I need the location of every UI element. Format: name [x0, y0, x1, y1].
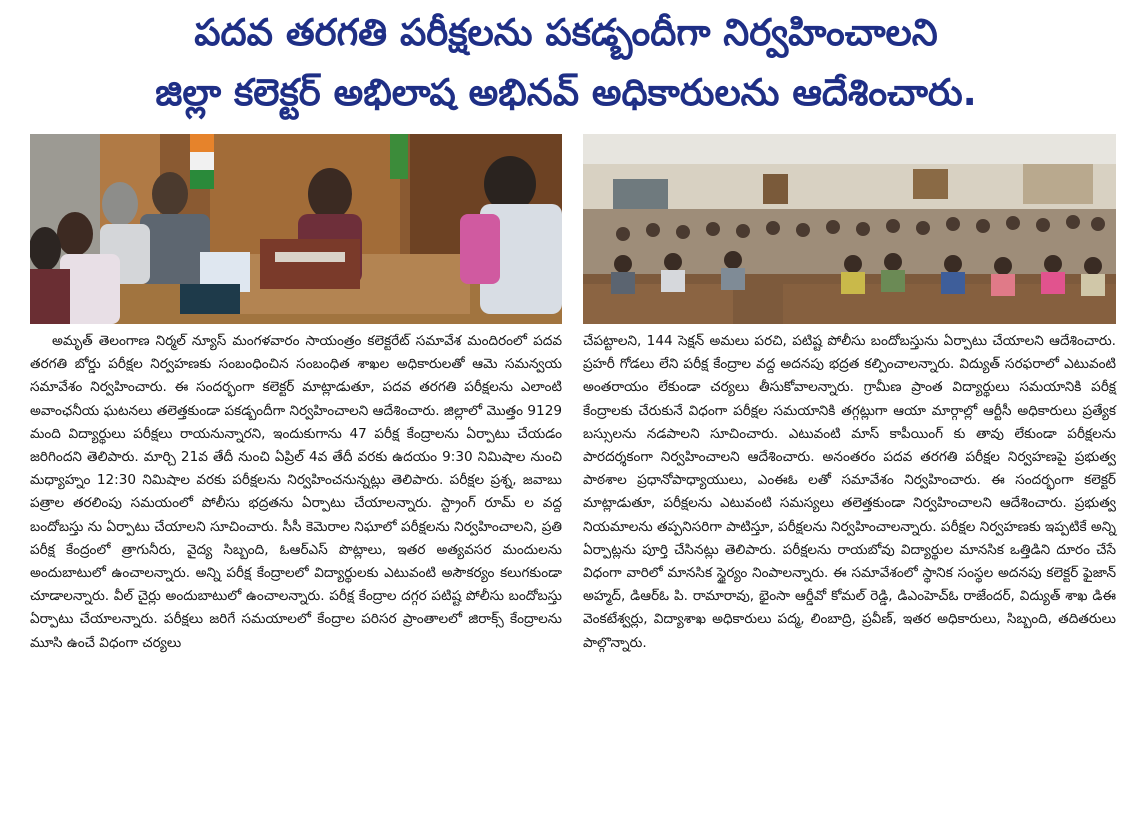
next-headline-cropped [0, 808, 1132, 829]
headline-line-2: జిల్లా కలెక్టర్ అభిలాష అభినవ్ అధికారులను ఆదేశించారు. [155, 71, 977, 114]
meeting-photo-collector [30, 134, 562, 324]
meeting-photo-hall [583, 134, 1116, 324]
headline-line-1: పదవ తరగతి పరీక్షలను పకడ్బందీగా నిర్వహించాలని [194, 11, 938, 54]
article-column-right: చేపట్టాలని, 144 సెక్షన్ అమలు పరచి, పటిష్ట పోలీసు బందోబస్తును ఏర్పాటు చేయాలని ఆదేశించారు. ప్రహరీ గోడలు లేని పరీక్ష కేంద్రాల వద్ద అదనపు భద్రత కల్పించాలన్నారు. విద్యుత్ సరఫరాలో ఎటువంటి అంతరాయం లేకుండా చర్యలు తీసుకోవాలన్నారు. గ్రామీణ ప్రాంత విద్యార్థులు సమయానికి పరీక్ష కేంద్రాలకు చేరుకునే విధంగా పరీక్షల సమయానికి తగ్గట్లుగా ఆయా మార్గాల్లో ఆర్టీసీ అధికారులు ప్రత్యేక బస్సులను నడపాలని సూచించారు. ఎటువంటి మాస్ కాపీయింగ్ కు తావు లేకుండా పరీక్షలను పారదర్శకంగా నిర్వహించాలని ఆదేశించారు. అనంతరం పదవ తరగతి పరీక్షల నిర్వహణపై ప్రభుత్వ పాఠశాల ప్రధానోపాధ్యాయులు, ఎంఈఓ లతో సమావేశం నిర్వహించారు. ఈ సందర్భంగా కలెక్టర్ మాట్లాడుతూ, పరీక్షలను ఎటువంటి సమస్యలు తలెత్తకుండా నిర్వహించాలని ఆదేశించారు. ప్రభుత్వ నియమాలను తప్పనిసరిగా పాటిస్తూ, పరీక్షలను నిర్వహించాలన్నారు. పరీక్షల నిర్వహణకు ఇప్పటికే అన్ని ఏర్పాట్లను పూర్తి చేసినట్లు తెలిపారు. పరీక్షలను రాయబోవు విద్యార్థుల మానసిక ఒత్తిడిని దూరం చేసే విధంగా వారిలో మానసిక స్థైర్యం నింపాలన్నారు. ఈ సమావేశంలో స్థానిక సంస్థల అదనపు కలెక్టర్ ఫైజాన్ అహ్మద్, డిఆర్ఓ పి. రామారావు, భైంసా ఆర్డీవో కోమల్ రెడ్డి, డిఎంహెచ్ఓ రాజేందర్, విద్యుత్ శాఖ డిఈ వెంకటేశ్వర్లు, విద్యాశాఖ అధికారులు పద్మ, లింబాద్రి, ప్రవీణ్, ఇతర అధికారులు, సిబ్బంది, తదితరులు పాల్గొన్నారు. [583, 333, 1116, 651]
article-column-left: అమృత్ తెలంగాణ నిర్మల్ న్యూస్ మంగళవారం సాయంత్రం కలెక్టరేట్ సమావేశ మందిరంలో పదవ తరగతి బోర్డు పరీక్షల నిర్వహణకు సంబంధించిన సంబంధిత శాఖల అధికారులతో ఆమె సమన్వయ సమావేశం నిర్వహించారు. ఈ సందర్భంగా కలెక్టర్ మాట్లాడుతూ, పదవ తరగతి పరీక్షలను ఎలాంటి అవాంఛనీయ ఘటనలు తలెత్తకుండా పకడ్బందీగా నిర్వహించాలని ఆదేశించారు. జిల్లాలో మొత్తం 9129 మంది విద్యార్థులు పరీక్షలు రాయనున్నారని, ఇందుకుగాను 47 పరీక్ష కేంద్రాలను ఏర్పాటు చేయడం జరిగిందని తెలిపారు. మార్చి 21వ తేదీ నుంచి ఏప్రిల్ 4వ తేదీ వరకు ఉదయం 9:30 నిమిషాల నుంచి మధ్యాహ్నం 12:30 నిమిషాల వరకు పరీక్షలను నిర్వహించనున్నట్లు తెలిపారు. పరీక్షల ప్రశ్న, జవాబు పత్రాల తరలింపు సమయంలో పోలీసు భద్రతను ఏర్పాటు చేయాలన్నారు. స్ట్రాంగ్ రూమ్ ల వద్ద బందోబస్తు ను ఏర్పాటు చేయాలని సూచించారు. సీసీ కెమెరాల నిఘాలో పరీక్షలను నిర్వహించాలని, ప్రతి పరీక్ష కేంద్రంలో త్రాగునీరు, వైద్య సిబ్బంది, ఓఆర్ఎస్ పొట్లాలు, ఇతర అత్యవసర మందులను అందుబాటులో ఉంచాలన్నారు. అన్ని పరీక్ష కేంద్రాలలో విద్యార్థులకు ఎటువంటి అసౌకర్యం కలుగకుండా చూడాలన్నారు. వీల్ చైర్లు అందుబాటులో ఉంచాలన్నారు. పరీక్ష కేంద్రాల దగ్గర పటిష్ట పోలీసు బందోబస్తు ఏర్పాటు చేయాలన్నారు. పరీక్షలు జరిగే సమయాలలో కేంద్రాల పరిసర ప్రాంతాలలో జిరాక్స్ కేంద్రాలను మూసి ఉంచే విధంగా చర్యలు [30, 333, 562, 651]
